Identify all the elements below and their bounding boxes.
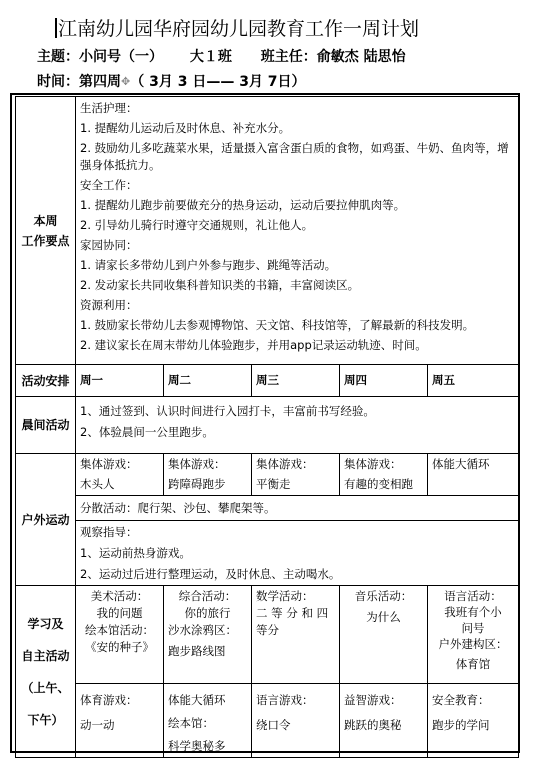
text-cursor — [55, 18, 57, 38]
teacher-label: 班主任： — [260, 49, 317, 65]
focus-line: 1. 请家长多带幼儿到户外参与跑步、跳绳等活动。 — [80, 258, 337, 272]
teacher-value: 俞敏杰 陆思怡 — [316, 49, 406, 65]
weekly-plan-table — [15, 96, 519, 758]
document-title — [55, 14, 419, 41]
class-value: 大１班 — [189, 49, 232, 65]
study-cell-tue-1: 综合活动： 你的旅行 沙水涂鸦区： 跑步路线图 — [164, 586, 252, 684]
focus-line: 生活护理： — [80, 101, 138, 115]
study-cell-fri-1: 语言活动： 我班有个小 问号 户外建构区： 体育馆 — [428, 586, 519, 684]
study-cell-fri-2: 安全教育： 跑步的学问 — [428, 684, 519, 758]
focus-content — [76, 97, 519, 365]
morning-line: 2、体验晨间一公里跑步。 — [80, 425, 214, 439]
focus-row — [16, 97, 519, 365]
outdoor-observe-row — [16, 521, 519, 586]
study-cell-thu-1: 音乐活动： 为什么 — [340, 586, 428, 684]
time-label: 时间： — [37, 74, 79, 90]
morning-content — [76, 397, 519, 454]
study-row-1 — [16, 586, 519, 684]
study-cell-thu-2: 益智游戏： 跳跃的奥秘 — [340, 684, 428, 758]
schedule-label: 活动安排 — [16, 365, 76, 397]
schedule-row — [16, 365, 519, 397]
day-header-tue: 周二 — [164, 365, 252, 397]
outdoor-label: 户外运动 — [16, 454, 76, 586]
outdoor-game-tue: 集体游戏： 跨障碍跑步 — [164, 454, 252, 496]
day-header-wed: 周三 — [252, 365, 340, 397]
study-cell-mon-1: 美术活动： 我的问题 绘本馆活动： 《安的种子》 — [76, 586, 164, 684]
morning-line: 1、通过签到、认识时间进行入园打卡，丰富前书写经验。 — [80, 404, 375, 418]
focus-line: 2. 引导幼儿骑行时遵守交通规则，礼让他人。 — [80, 218, 314, 232]
focus-line: 1. 鼓励家长带幼儿去参观博物馆、天文馆、科技馆等，了解最新的科技发明。 — [80, 318, 475, 332]
study-cell-wed-2: 语言游戏： 绕口令 — [252, 684, 340, 758]
study-cell-wed-1: 数学活动： 二 等 分 和 四 等分 — [252, 586, 340, 684]
study-row-2 — [16, 684, 519, 758]
title-text: 江南幼儿园华府园幼儿园教育工作一周计划 — [58, 18, 420, 40]
theme-value: 小问号（一） — [79, 49, 163, 65]
move-handle-icon[interactable]: ✥ — [121, 75, 131, 88]
morning-label: 晨间活动 — [16, 397, 76, 454]
study-cell-mon-2: 体育游戏： 动一动 — [76, 684, 164, 758]
theme-label: 主题： — [37, 49, 79, 65]
day-header-fri: 周五 — [428, 365, 519, 397]
focus-label: 本周 工作要点 — [16, 97, 76, 365]
focus-line: 1. 提醒幼儿跑步前要做充分的热身运动，运动后要拉伸肌肉等。 — [80, 198, 406, 212]
day-header-mon: 周一 — [76, 365, 164, 397]
time-value: 第四周 — [79, 74, 121, 90]
focus-line: 2. 发动家长共同收集科普知识类的书籍，丰富阅读区。 — [80, 278, 360, 292]
focus-line: 安全工作： — [80, 178, 138, 192]
focus-line: 2. 建议家长在周末带幼儿体验跑步，并用app记录运动轨迹、时间。 — [80, 338, 427, 352]
time-range: （ 3月 3 日—— 3月 7日） — [130, 74, 306, 90]
outdoor-group-row — [16, 496, 519, 521]
meta-theme-line — [37, 46, 406, 66]
outdoor-group-activity: 分散活动：爬行架、沙包、攀爬架等。 — [76, 496, 519, 521]
study-cell-tue-2: 体能大循环 绘本馆： 科学奥秘多 — [164, 684, 252, 758]
focus-line: 家园协同： — [80, 238, 138, 252]
outdoor-observe: 观察指导： 1、运动前热身游戏。 2、运动过后进行整理运动，及时休息、主动喝水。 — [76, 521, 519, 586]
outdoor-game-thu: 集体游戏： 有趣的变相跑 — [340, 454, 428, 496]
morning-row — [16, 397, 519, 454]
focus-line: 资源利用： — [80, 298, 138, 312]
meta-time-line — [37, 71, 306, 91]
day-header-thu: 周四 — [340, 365, 428, 397]
outdoor-game-fri: 体能大循环 — [428, 454, 519, 496]
outdoor-games-row — [16, 454, 519, 496]
outdoor-game-mon: 集体游戏： 木头人 — [76, 454, 164, 496]
focus-line: 1. 提醒幼儿运动后及时休息、补充水分。 — [80, 121, 291, 135]
study-label: 学习及 自主活动 （上午、 下午） — [16, 586, 76, 758]
focus-line: 2. 鼓励幼儿多吃蔬菜水果，适量摄入富含蛋白质的食物，如鸡蛋、牛奶、鱼肉等，增强身体抵抗力。 — [80, 141, 509, 172]
outdoor-game-wed: 集体游戏： 平衡走 — [252, 454, 340, 496]
